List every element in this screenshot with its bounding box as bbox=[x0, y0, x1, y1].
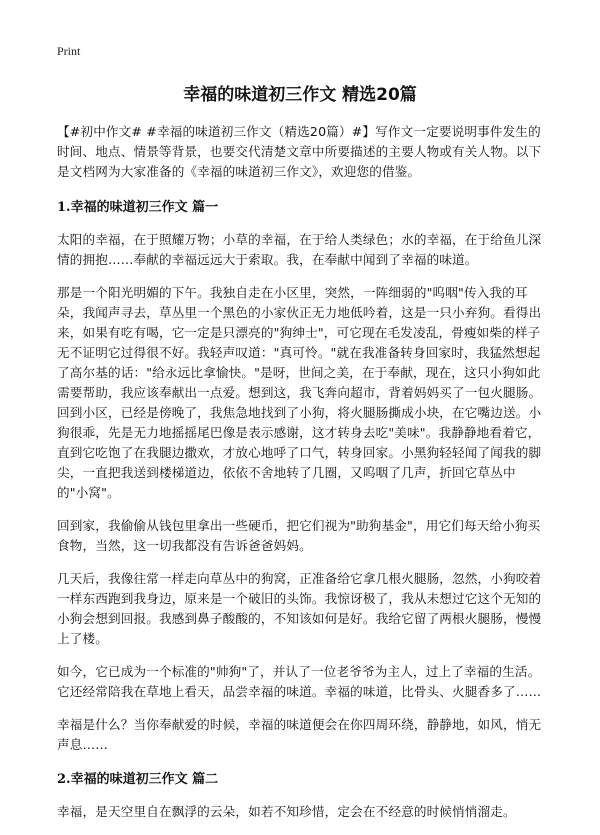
paragraph: 太阳的幸福，在于照耀万物；小草的幸福，在于给人类绿色；水的幸福，在于给鱼儿深情的拥抱……奉献的幸福远远大于索取。我，在奉献中闻到了幸福的味道。 bbox=[57, 232, 542, 267]
article-body bbox=[57, 122, 547, 835]
section-heading: 2.幸福的味道初三作文 篇二 bbox=[57, 772, 219, 787]
print-link[interactable]: Print bbox=[57, 44, 81, 58]
paragraph: 那是一个阳光明媚的下午。我独自走在小区里，突然，一阵细弱的"呜咽"传入我的耳朵，我闻声寻去，草丛里一个黑色的小家伙正无力地低吟着，这是一只小弃狗。看得出来，如果有吃有喝，它一定是只漂亮的"狗绅士"，可它现在毛发凌乱，骨瘦如柴的样子无不证明它过得很不好。我轻声叹道："真可怜。"就在我准备转身回家时，我猛然想起了高尔基的话："给永远比拿愉快。"是呀，世间之美，在于奉献，现在，这只小狗如此需要帮助，我应该奉献出一点爱。想到这，我飞奔向超市，背着妈妈买了一包火腿肠。回到小区，已经是傍晚了，我焦急地找到了小狗，将火腿肠撕成小块，在它嘴边送。小狗很乖，先是无力地摇摇尾巴像是表示感谢，这才转身去吃"美味"。我静静地看着它，直到它吃饱了在我腿边撒欢，才放心地呼了口气，转身回家。小黑狗轻轻闻了闻我的脚尖，一直把我送到楼梯道边，依依不舍地转了几圈，又呜咽了几声，折回它草丛中的"小窝"。 bbox=[57, 285, 542, 500]
intro-paragraph: 【#初中作文# #幸福的味道初三作文（精选20篇）#】写作文一定要说明事件发生的时间、地点、情景等背景，也要交代清楚文章中所要描述的主要人物或有关人物。以下是文档网为大家准备的《幸福的味道初三作文》，欢迎您的借鉴。 bbox=[57, 124, 542, 179]
paragraph: 如今，它已成为一个标准的"帅狗"了，并认了一位老爷爷为主人，过上了幸福的生活。它还经常陪我在草地上看天，品尝幸福的味道。幸福的味道，比骨头、火腿香多了…… bbox=[57, 664, 542, 699]
paragraph: 回到家，我偷偷从钱包里拿出一些硬币，把它们视为"助狗基金"，用它们每天给小狗买食物，当然，这一切我都没有告诉爸爸妈妈。 bbox=[57, 518, 541, 553]
section-heading: 1.幸福的味道初三作文 篇一 bbox=[57, 200, 219, 215]
paragraph: 几天后，我像往常一样走向草丛中的狗窝，正准备给它拿几根火腿肠，忽然，小狗咬着一样东西跑到我身边，原来是一个破旧的头饰。我惊讶极了，我从未想过它这个无知的小狗会想到回报。我感到鼻子酸酸的，不知该如何是好。我给它留了两根火腿肠，慢慢上了楼。 bbox=[57, 571, 542, 646]
page-title: 幸福的味道初三作文 精选20篇 bbox=[183, 85, 417, 105]
paragraph: 幸福是什么？当你奉献爱的时候，幸福的味道便会在你四周环绕，静静地，如风，悄无声息…… bbox=[57, 717, 542, 752]
paragraph: 幸福，是天空里自在飘浮的云朵，如若不知珍惜，定会在不经意的时候悄悄溜走。 bbox=[57, 804, 516, 819]
